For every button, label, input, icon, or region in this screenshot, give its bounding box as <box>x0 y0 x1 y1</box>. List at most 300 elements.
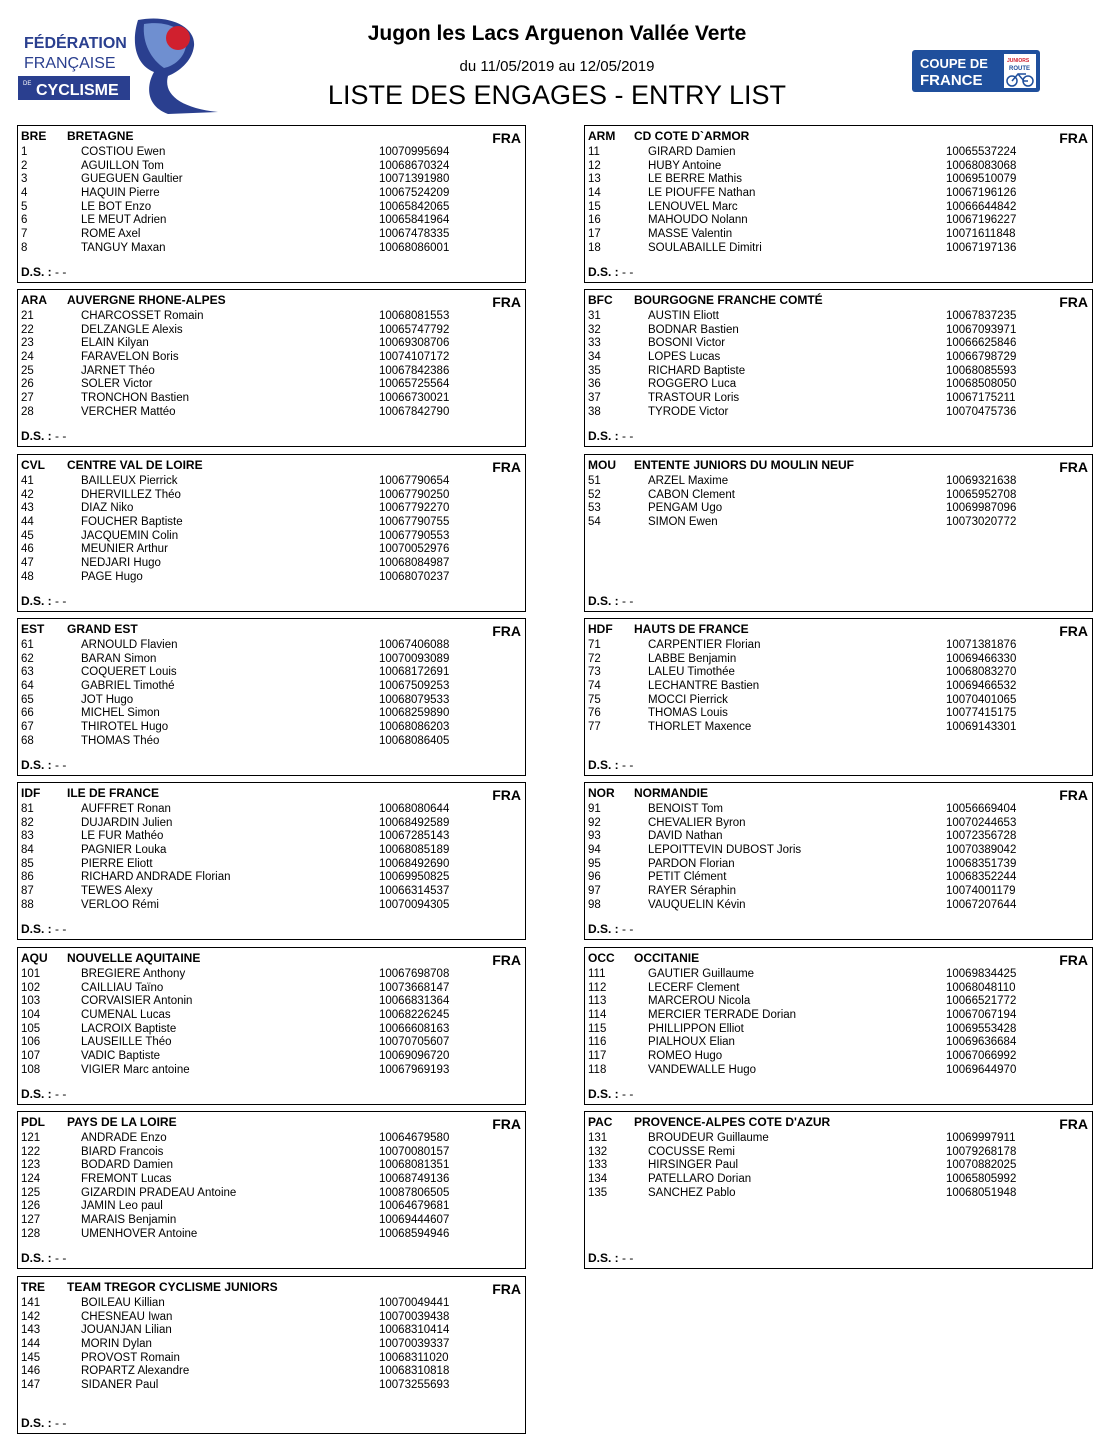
rider-number: 5 <box>21 200 28 213</box>
team-director <box>21 429 66 443</box>
rider-number: 91 <box>588 803 601 815</box>
rider-uci-id: 10064679580 <box>379 1132 450 1144</box>
team-nationality: FRA <box>1059 459 1088 475</box>
rider-row <box>21 1050 521 1064</box>
rider-number: 34 <box>588 351 601 364</box>
rider-number: 27 <box>21 392 34 405</box>
rider-name: LE PIOUFFE Nathan <box>648 187 756 200</box>
rider-number: 105 <box>21 1022 41 1035</box>
team-box-mou <box>584 454 1093 612</box>
team-nationality: FRA <box>492 623 521 639</box>
rider-row <box>21 1352 521 1366</box>
rider-name: BOSONI Victor <box>648 337 726 350</box>
rider-uci-id: 10068670324 <box>379 159 450 172</box>
rider-uci-id: 10065537224 <box>946 146 1017 158</box>
rider-uci-id: 10067698708 <box>379 968 450 980</box>
rider-row <box>21 1187 521 1201</box>
rider-row <box>21 187 521 201</box>
rider-number: 61 <box>21 639 34 651</box>
rider-name: MORIN Dylan <box>81 1338 152 1351</box>
rider-uci-id: 10068492690 <box>379 857 450 870</box>
rider-row <box>588 1023 1088 1037</box>
rider-row <box>21 1228 521 1242</box>
rider-row <box>588 694 1088 708</box>
rider-uci-id: 10068048110 <box>946 981 1016 994</box>
team-header <box>21 457 521 473</box>
rider-name: ARNOULD Flavien <box>81 639 178 651</box>
rider-name: LACROIX Baptiste <box>81 1022 177 1035</box>
rider-number: 11 <box>588 146 600 158</box>
rider-row <box>588 653 1088 667</box>
team-code: ARM <box>588 129 616 143</box>
rider-row <box>588 310 1088 324</box>
rider-number: 125 <box>21 1186 41 1199</box>
team-code: NOR <box>588 786 615 800</box>
rider-number: 128 <box>21 1227 41 1240</box>
rider-row <box>588 1064 1088 1078</box>
rider-row <box>588 1159 1088 1173</box>
team-code: TRE <box>21 1280 45 1294</box>
rider-name: DAVID Nathan <box>648 830 723 843</box>
rider-number: 104 <box>21 1009 41 1022</box>
rider-number: 126 <box>21 1200 41 1213</box>
rider-uci-id: 10067406088 <box>379 639 450 651</box>
rider-number: 42 <box>21 488 34 501</box>
rider-row <box>21 365 521 379</box>
rider-uci-id: 10067067194 <box>946 1009 1017 1022</box>
rider-row <box>588 995 1088 1009</box>
rider-uci-id: 10070995694 <box>379 146 450 158</box>
svg-text:CYCLISME: CYCLISME <box>36 82 119 99</box>
rider-name: LABBE Benjamin <box>648 652 737 665</box>
rider-number: 142 <box>21 1310 41 1323</box>
ds-value: - - <box>622 594 634 608</box>
rider-row <box>588 378 1088 392</box>
rider-number: 77 <box>588 721 601 734</box>
team-name: CENTRE VAL DE LOIRE <box>67 458 203 472</box>
rider-row <box>21 735 521 749</box>
rider-uci-id: 10066831364 <box>379 995 450 1008</box>
rider-uci-id: 10070882025 <box>946 1159 1017 1172</box>
rider-name: RICHARD ANDRADE Florian <box>81 871 231 884</box>
rider-uci-id: 10068086203 <box>379 721 450 734</box>
rider-number: 143 <box>21 1324 41 1337</box>
rider-row <box>588 146 1088 160</box>
rider-row <box>588 871 1088 885</box>
rider-row <box>21 160 521 174</box>
rider-row <box>21 228 521 242</box>
rider-uci-id: 10068083068 <box>946 159 1017 172</box>
rider-name: THOMAS Louis <box>648 707 728 720</box>
rider-number: 74 <box>588 680 601 693</box>
rider-number: 25 <box>21 364 34 377</box>
rider-name: BIARD Francois <box>81 1145 164 1158</box>
rider-row <box>21 173 521 187</box>
rider-name: MERCIER TERRADE Dorian <box>648 1009 797 1022</box>
rider-number: 147 <box>21 1379 41 1392</box>
rider-uci-id: 10069950825 <box>379 871 450 884</box>
rider-number: 116 <box>588 1036 607 1049</box>
rider-row <box>588 803 1088 817</box>
rider-number: 1 <box>21 146 28 158</box>
team-code: HDF <box>588 622 613 636</box>
rider-name: DUJARDIN Julien <box>81 816 173 829</box>
rider-number: 101 <box>21 968 41 980</box>
rider-row <box>21 1132 521 1146</box>
rider-uci-id: 10066521772 <box>946 995 1017 1008</box>
rider-list <box>588 968 1088 1078</box>
rider-name: LE FUR Mathéo <box>81 830 164 843</box>
rider-number: 6 <box>21 214 28 227</box>
rider-row <box>588 830 1088 844</box>
rider-name: MOCCI Pierrick <box>648 693 728 706</box>
rider-row <box>588 858 1088 872</box>
rider-row <box>588 1173 1088 1187</box>
rider-list <box>21 146 521 256</box>
rider-number: 86 <box>21 871 34 884</box>
team-header <box>21 1114 521 1130</box>
rider-number: 68 <box>21 734 34 747</box>
rider-name: BODNAR Bastien <box>648 323 739 336</box>
rider-number: 16 <box>588 214 601 227</box>
rider-row <box>21 653 521 667</box>
rider-name: PIERRE Eliott <box>81 857 153 870</box>
rider-number: 112 <box>588 981 607 994</box>
rider-name: GIRARD Damien <box>648 146 736 158</box>
rider-row <box>21 1064 521 1078</box>
rider-uci-id: 10068084987 <box>379 557 450 570</box>
rider-row <box>21 830 521 844</box>
rider-number: 13 <box>588 173 601 186</box>
team-box-occ <box>584 947 1093 1105</box>
rider-name: BOILEAU Killian <box>81 1297 165 1309</box>
rider-row <box>588 1146 1088 1160</box>
rider-list <box>21 968 521 1078</box>
rider-name: VADIC Baptiste <box>81 1050 161 1063</box>
rider-name: TEWES Alexy <box>81 885 153 898</box>
rider-row <box>588 707 1088 721</box>
rider-uci-id: 10077415175 <box>946 707 1017 720</box>
team-code: OCC <box>588 951 615 965</box>
rider-number: 23 <box>21 337 34 350</box>
rider-name: PHILLIPPON Elliot <box>648 1022 744 1035</box>
rider-name: MARAIS Benjamin <box>81 1214 177 1227</box>
rider-uci-id: 10068051948 <box>946 1186 1017 1199</box>
rider-row <box>21 721 521 735</box>
rider-row <box>21 639 521 653</box>
rider-list <box>588 639 1088 735</box>
rider-uci-id: 10066314537 <box>379 885 450 898</box>
team-director <box>21 265 66 279</box>
list-title: LISTE DES ENGAGES - ENTRY LIST <box>327 80 787 110</box>
rider-row <box>21 817 521 831</box>
team-code: IDF <box>21 786 41 800</box>
rider-row <box>21 1214 521 1228</box>
team-header <box>21 128 521 144</box>
ds-label: D.S. : <box>21 1251 52 1265</box>
rider-uci-id: 10071611848 <box>946 228 1016 241</box>
team-name: TEAM TREGOR CYCLISME JUNIORS <box>67 1280 278 1294</box>
team-header <box>21 950 521 966</box>
team-nationality: FRA <box>1059 294 1088 310</box>
rider-name: JARNET Théo <box>81 364 155 377</box>
rider-uci-id: 10079268178 <box>946 1145 1017 1158</box>
rider-number: 28 <box>21 405 34 418</box>
rider-uci-id: 10067175211 <box>946 392 1016 405</box>
rider-row <box>588 1187 1088 1201</box>
rider-number: 51 <box>588 475 601 487</box>
rider-name: MEUNIER Arthur <box>81 543 168 556</box>
rider-name: SIDANER Paul <box>81 1379 159 1392</box>
rider-number: 96 <box>588 871 601 884</box>
team-name: CD COTE D`ARMOR <box>634 129 750 143</box>
rider-row <box>21 803 521 817</box>
rider-name: FREMONT Lucas <box>81 1173 172 1186</box>
rider-uci-id: 10070389042 <box>946 844 1017 857</box>
rider-name: ELAIN Kilyan <box>81 337 149 350</box>
rider-uci-id: 10066644842 <box>946 200 1017 213</box>
rider-uci-id: 10066625846 <box>946 337 1017 350</box>
rider-name: BARAN Simon <box>81 652 157 665</box>
rider-number: 73 <box>588 666 601 679</box>
team-director <box>588 265 633 279</box>
rider-name: PARDON Florian <box>648 857 735 870</box>
rider-uci-id: 10067790553 <box>379 529 450 542</box>
rider-list <box>588 146 1088 256</box>
team-code: PAC <box>588 1115 613 1129</box>
team-director <box>588 758 633 772</box>
rider-uci-id: 10073255693 <box>379 1379 450 1392</box>
rider-name: SIMON Ewen <box>648 516 718 529</box>
rider-uci-id: 10073020772 <box>946 516 1017 529</box>
rider-row <box>588 242 1088 256</box>
team-box-pdl <box>17 1111 526 1269</box>
rider-uci-id: 10068492589 <box>379 816 450 829</box>
team-code: BRE <box>21 129 47 143</box>
team-director <box>588 922 633 936</box>
rider-name: RICHARD Baptiste <box>648 364 746 377</box>
rider-uci-id: 10068259890 <box>379 707 450 720</box>
rider-number: 4 <box>21 187 28 200</box>
page-header <box>0 0 1114 122</box>
coupe-de-france-logo-icon <box>912 50 1040 92</box>
rider-uci-id: 10087806505 <box>379 1186 450 1199</box>
rider-number: 33 <box>588 337 601 350</box>
rider-uci-id: 10069636684 <box>946 1036 1017 1049</box>
rider-number: 53 <box>588 502 601 515</box>
rider-uci-id: 10069466532 <box>946 680 1017 693</box>
rider-number: 124 <box>21 1173 41 1186</box>
rider-name: DELZANGLE Alexis <box>81 323 183 336</box>
team-header <box>21 1279 521 1295</box>
rider-uci-id: 10065841964 <box>379 214 450 227</box>
rider-name: BAILLEUX Pierrick <box>81 475 178 487</box>
team-header <box>588 128 1088 144</box>
rider-name: MASSE Valentin <box>648 228 733 241</box>
rider-row <box>588 968 1088 982</box>
rider-name: LAUSEILLE Théo <box>81 1036 172 1049</box>
rider-uci-id: 10068080644 <box>379 803 450 815</box>
rider-row <box>21 201 521 215</box>
rider-uci-id: 10069997911 <box>946 1132 1016 1144</box>
rider-name: FARAVELON Boris <box>81 351 179 364</box>
rider-number: 8 <box>21 241 28 254</box>
rider-number: 145 <box>21 1351 41 1364</box>
rider-row <box>21 858 521 872</box>
team-header <box>588 950 1088 966</box>
rider-row <box>588 502 1088 516</box>
rider-number: 144 <box>21 1338 41 1351</box>
ds-label: D.S. : <box>21 1416 52 1430</box>
rider-number: 98 <box>588 898 601 911</box>
rider-number: 146 <box>21 1365 41 1378</box>
team-name: NOUVELLE AQUITAINE <box>67 951 201 965</box>
rider-number: 63 <box>21 666 34 679</box>
team-name: NORMANDIE <box>634 786 708 800</box>
rider-name: LE MEUT Adrien <box>81 214 167 227</box>
team-director <box>588 594 633 608</box>
rider-row <box>21 1324 521 1338</box>
rider-row <box>21 516 521 530</box>
rider-number: 15 <box>588 200 601 213</box>
rider-row <box>21 1023 521 1037</box>
rider-name: ROME Axel <box>81 228 141 241</box>
rider-name: COQUERET Louis <box>81 666 177 679</box>
team-code: ARA <box>21 293 47 307</box>
rider-list <box>588 310 1088 420</box>
rider-number: 3 <box>21 173 28 186</box>
rider-row <box>21 337 521 351</box>
rider-row <box>588 201 1088 215</box>
rider-list <box>588 475 1088 530</box>
rider-row <box>21 1297 521 1311</box>
rider-name: CHESNEAU Iwan <box>81 1310 173 1323</box>
rider-row <box>21 1173 521 1187</box>
rider-number: 133 <box>588 1159 608 1172</box>
rider-number: 127 <box>21 1214 41 1227</box>
rider-number: 113 <box>588 995 607 1008</box>
rider-uci-id: 10067197136 <box>946 241 1017 254</box>
rider-row <box>21 146 521 160</box>
rider-number: 32 <box>588 323 601 336</box>
rider-row <box>588 392 1088 406</box>
rider-number: 62 <box>21 652 34 665</box>
rider-row <box>21 1009 521 1023</box>
rider-uci-id: 10068086405 <box>379 734 450 747</box>
rider-row <box>21 310 521 324</box>
rider-name: PAGNIER Louka <box>81 844 167 857</box>
rider-uci-id: 10069510079 <box>946 173 1017 186</box>
team-code: EST <box>21 622 45 636</box>
rider-name: BREGIERE Anthony <box>81 968 186 980</box>
rider-uci-id: 10070094305 <box>379 898 450 911</box>
team-nationality: FRA <box>1059 787 1088 803</box>
rider-uci-id: 10067842790 <box>379 405 450 418</box>
rider-name: TANGUY Maxan <box>81 241 166 254</box>
rider-row <box>21 885 521 899</box>
rider-row <box>21 571 521 585</box>
team-name: ILE DE FRANCE <box>67 786 160 800</box>
rider-number: 103 <box>21 995 41 1008</box>
rider-uci-id: 10056669404 <box>946 803 1017 815</box>
team-name: BOURGOGNE FRANCHE COMTÉ <box>634 293 823 307</box>
team-director <box>21 922 66 936</box>
ds-value: - - <box>622 265 634 279</box>
ds-value: - - <box>622 1087 634 1101</box>
rider-uci-id: 10068351739 <box>946 857 1017 870</box>
rider-uci-id: 10067842386 <box>379 364 450 377</box>
team-box-pac <box>584 1111 1093 1269</box>
rider-number: 66 <box>21 707 34 720</box>
rider-name: TRASTOUR Loris <box>648 392 740 405</box>
team-box-est <box>17 618 526 776</box>
rider-row <box>588 844 1088 858</box>
svg-text:FRANÇAISE: FRANÇAISE <box>24 55 116 72</box>
rider-row <box>21 1146 521 1160</box>
rider-name: VERCHER Mattéo <box>81 405 176 418</box>
rider-uci-id: 10067524209 <box>379 187 450 200</box>
event-dates: du 11/05/2019 au 12/05/2019 <box>459 58 655 75</box>
ds-value: - - <box>55 922 67 936</box>
rider-number: 123 <box>21 1159 41 1172</box>
rider-number: 24 <box>21 351 34 364</box>
rider-number: 47 <box>21 557 34 570</box>
rider-uci-id: 10067792270 <box>379 502 450 515</box>
svg-text:JUNIORS: JUNIORS <box>1007 58 1030 64</box>
rider-number: 12 <box>588 159 601 172</box>
rider-name: ROPARTZ Alexandre <box>81 1365 190 1378</box>
rider-uci-id: 10067285143 <box>379 830 450 843</box>
team-nationality: FRA <box>1059 1116 1088 1132</box>
rider-name: SOLER Victor <box>81 378 153 391</box>
rider-row <box>588 817 1088 831</box>
rider-uci-id: 10070705607 <box>379 1036 450 1049</box>
rider-name: LE BERRE Mathis <box>648 173 742 186</box>
rider-number: 82 <box>21 816 34 829</box>
rider-uci-id: 10068172691 <box>379 666 450 679</box>
svg-text:ROUTE: ROUTE <box>1009 66 1030 72</box>
rider-uci-id: 10068749136 <box>379 1173 450 1186</box>
ds-value: - - <box>55 429 67 443</box>
rider-number: 26 <box>21 378 34 391</box>
rider-number: 37 <box>588 392 601 405</box>
rider-uci-id: 10068081553 <box>379 310 450 322</box>
rider-number: 93 <box>588 830 601 843</box>
team-nationality: FRA <box>492 130 521 146</box>
rider-number: 121 <box>21 1132 41 1144</box>
rider-row <box>21 995 521 1009</box>
rider-name: MICHEL Simon <box>81 707 160 720</box>
rider-name: NEDJARI Hugo <box>81 557 161 570</box>
rider-name: PETIT Clément <box>648 871 727 884</box>
rider-number: 135 <box>588 1186 608 1199</box>
rider-row <box>21 242 521 256</box>
rider-row <box>588 475 1088 489</box>
ds-value: - - <box>55 758 67 772</box>
rider-row <box>21 1200 521 1214</box>
rider-number: 97 <box>588 885 601 898</box>
rider-row <box>21 1338 521 1352</box>
rider-row <box>588 885 1088 899</box>
rider-name: JOUANJAN Lilian <box>81 1324 172 1337</box>
rider-uci-id: 10068594946 <box>379 1227 450 1240</box>
team-director <box>21 758 66 772</box>
rider-row <box>588 1036 1088 1050</box>
rider-uci-id: 10064679681 <box>379 1200 450 1213</box>
ds-label: D.S. : <box>21 594 52 608</box>
rider-row <box>588 899 1088 913</box>
rider-row <box>21 1159 521 1173</box>
